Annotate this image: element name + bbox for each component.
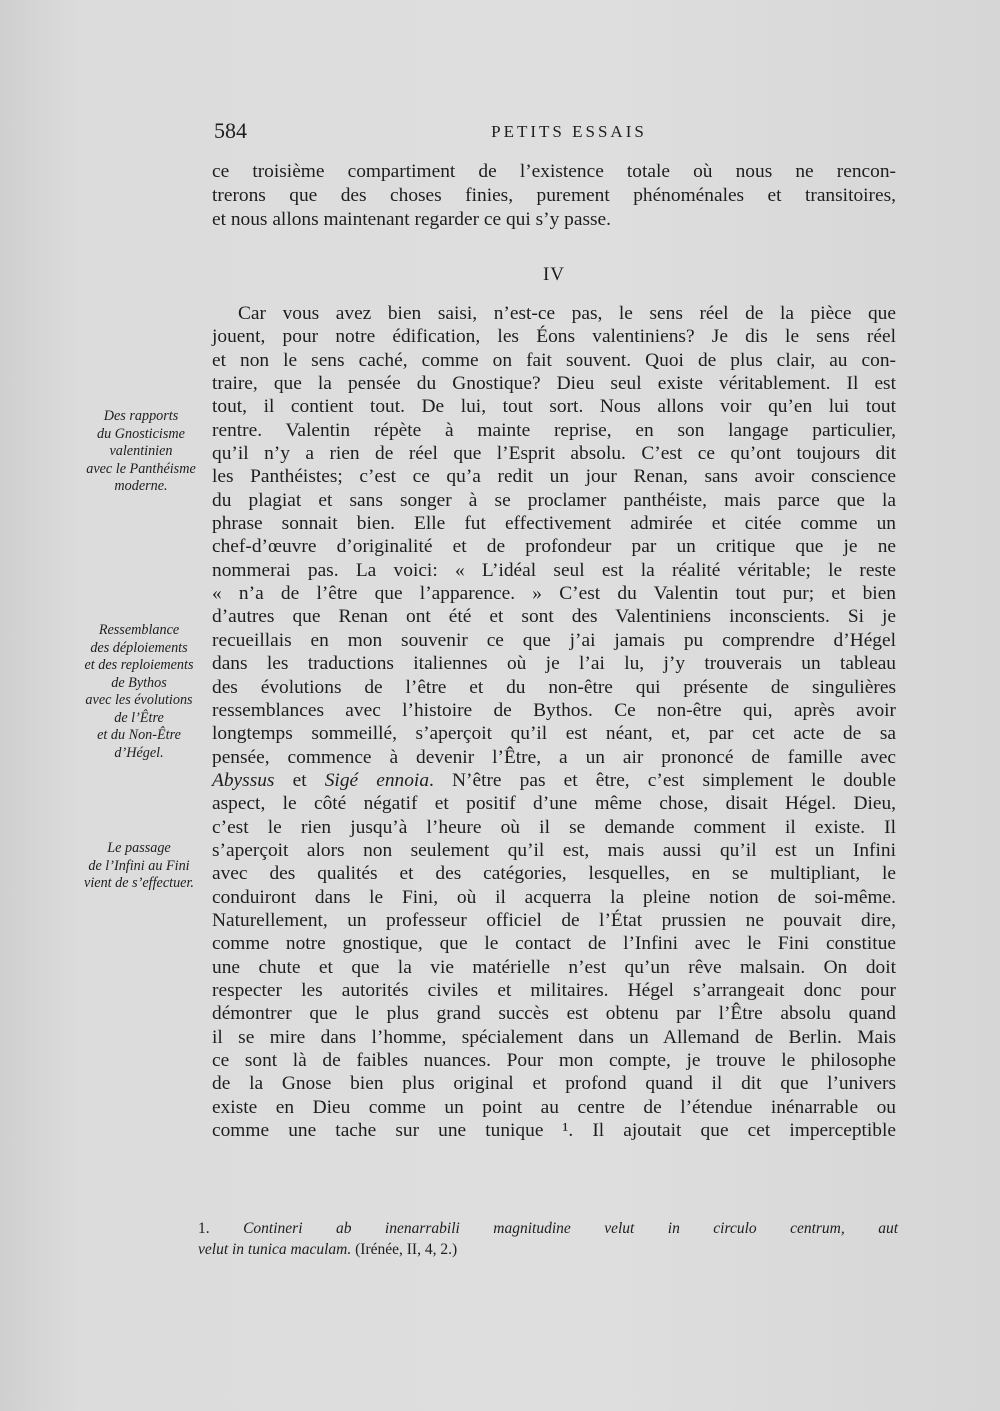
body-line: conduiront dans le Fini, où il acquerra la pleine notion de soi-même.	[212, 886, 896, 908]
body-line: tout, il contient tout. De lui, tout sort. Nous allons voir qu’en lui tout	[212, 396, 896, 418]
page-header	[214, 118, 904, 154]
margin-note-line: de l’Être	[114, 709, 164, 726]
margin-note-line: Ressemblance	[98, 622, 180, 638]
margin-note-line: et du Non-Être	[97, 727, 181, 743]
body-line: de la Gnose bien plus original et profond quand il dit que l’univers	[212, 1073, 896, 1095]
footnote-line-2	[198, 1239, 898, 1260]
margin-note-line: de l’Infini au Fini	[88, 857, 190, 874]
intro-line: ce troisième compartiment de l’existence totale où nous ne rencon-	[212, 161, 896, 182]
body-line: nommerai pas. La voici: « L’idéal seul est la réalité véritable; le reste	[212, 559, 896, 581]
margin-note-bythos	[74, 622, 204, 762]
body-line: comme une tache sur une tunique ¹. Il ajoutait que cet imperceptible	[212, 1120, 896, 1142]
body-line: longtemps sommeillé, s’aperçoit qu’il est néant, et, par cet acte de sa	[212, 723, 896, 745]
body-line: Abyssus et Sigé ennoia. N’être pas et être, c’est simplement le double	[212, 769, 896, 791]
body-line: démontrer que le plus grand succès est obtenu par l’Être absolu quand	[212, 1003, 896, 1025]
margin-note-line: du Gnosticisme	[97, 425, 185, 442]
margin-note-line: et des reploiements	[84, 657, 194, 673]
body-line: Car vous avez bien saisi, n’est-ce pas, le sens réel de la pièce que	[238, 303, 896, 324]
margin-note-line: avec le Panthéisme	[86, 460, 196, 477]
intro-line: et nous allons maintenant regarder ce qui s’y passe.	[212, 209, 611, 230]
body-line: jouent, pour notre édification, les Éons valentiniens? Je dis le sens réel	[212, 326, 896, 348]
body-line: chef-d’œuvre d’originalité et de profondeur par un critique que je ne	[212, 536, 896, 558]
italic-term: Sigé ennoia	[324, 769, 430, 791]
body-line: phrase sonnait bien. Elle fut effectivement admirée et citée comme un	[212, 513, 896, 535]
body-line: les Panthéistes; c’est ce qu’a redit un jour Renan, sans avoir conscience	[212, 466, 896, 488]
margin-note-line: avec les évolutions	[85, 692, 193, 708]
body-line: aspect, le côté négatif et positif d’une même chose, disait Hégel. Dieu,	[212, 793, 896, 815]
body-line: « n’a de l’être que l’apparence. » C’est du Valentin tout pur; et bien	[212, 583, 896, 605]
body-line: des évolutions de l’être et du non-être qui présente de singulières	[212, 676, 896, 698]
body-line: d’autres que Renan ont été et sont des Valentiniens inconscients. Si je	[212, 606, 896, 628]
margin-note-line: valentinien	[109, 443, 173, 459]
page-number: 584	[214, 118, 247, 143]
body-line: une chute et que la vie matérielle n’est qu’un rêve malsain. On doit	[212, 956, 896, 978]
italic-term: Abyssus	[212, 769, 275, 791]
body-line: s’aperçoit alors non seulement qu’il est, mais aussi qu’il est un Infini	[212, 839, 896, 861]
margin-note-infini	[74, 840, 204, 893]
main-paragraph	[212, 302, 896, 1142]
body-line: Naturellement, un professeur officiel de l’État prussien ne pouvait dire,	[212, 909, 896, 931]
body-line: dans les traductions italiennes où je l’ai lu, j’y trouverais un tableau	[212, 653, 896, 675]
margin-note-line: Des rapports	[103, 408, 179, 424]
body-line: avec des qualités et des catégories, lesquelles, en se multipliant, le	[212, 863, 896, 885]
footnote-reference: (Irénée, II, 4, 2.)	[355, 1241, 458, 1258]
intro-paragraph	[212, 160, 896, 232]
margin-note-line: Le passage	[107, 840, 171, 856]
body-line: rentre. Valentin répète à mainte reprise, en son langage particulier,	[212, 419, 896, 441]
footnote-latin-2: velut in tunica maculam.	[198, 1241, 352, 1258]
body-line: existe en Dieu comme un point au centre de l’étendue inénarrable ou	[212, 1096, 896, 1118]
footnote-line-1	[198, 1218, 898, 1239]
margin-note-line: des déploiements	[90, 639, 188, 656]
body-line: respecter les autorités civiles et militaires. Hégel s’arrangeait donc pour	[212, 979, 896, 1001]
footnote-latin-1: Contineri ab inenarrabili magnitudine velut in circulo centrum, aut	[243, 1220, 898, 1237]
body-line: il se mire dans l’homme, spécialement dans un Allemand de Berlin. Mais	[212, 1026, 896, 1048]
margin-note-line: d’Hégel.	[114, 744, 164, 761]
running-title: PETITS ESSAIS	[491, 122, 647, 141]
body-line: et non le sens caché, comme on fait souvent. Quoi de plus clair, au con-	[212, 349, 896, 371]
body-line: ce sont là de faibles nuances. Pour mon compte, je trouve le philosophe	[212, 1050, 896, 1071]
body-line: ressemblances avec l’histoire de Bythos. Ce non-être qui, après avoir	[212, 699, 896, 721]
body-line: du plagiat et sans songer à se proclamer panthéiste, mais parce que la	[212, 489, 896, 511]
body-line: recueillais en mon souvenir ce que j’ai jamais pu comprendre d’Hégel	[212, 629, 896, 651]
margin-note-line: de Bythos	[111, 674, 167, 691]
body-line: c’est le rien jusqu’à l’heure où il se demande comment il existe. Il	[212, 816, 896, 838]
body-line: traire, que la pensée du Gnostique? Dieu seul existe véritablement. Il est	[212, 373, 896, 395]
body-line: comme notre gnostique, que le contact de l’Infini avec le Fini constitue	[212, 933, 896, 955]
body-line: pensée, commence à devenir l’Être, a un air prononcé de famille avec	[212, 746, 896, 768]
margin-note-panthéisme	[76, 408, 206, 496]
section-heading: IV	[542, 264, 566, 285]
margin-note-line: moderne.	[114, 478, 168, 494]
footnote-marker: 1.	[198, 1220, 210, 1237]
body-line: qu’il n’y a rien de réel que l’Esprit absolu. C’est ce qu’ont toujours dit	[212, 443, 896, 465]
intro-line: trerons que des choses finies, purement phénoménales et transitoires,	[212, 185, 896, 206]
footnote	[198, 1218, 898, 1260]
margin-note-line: vient de s’effectuer.	[84, 875, 194, 891]
